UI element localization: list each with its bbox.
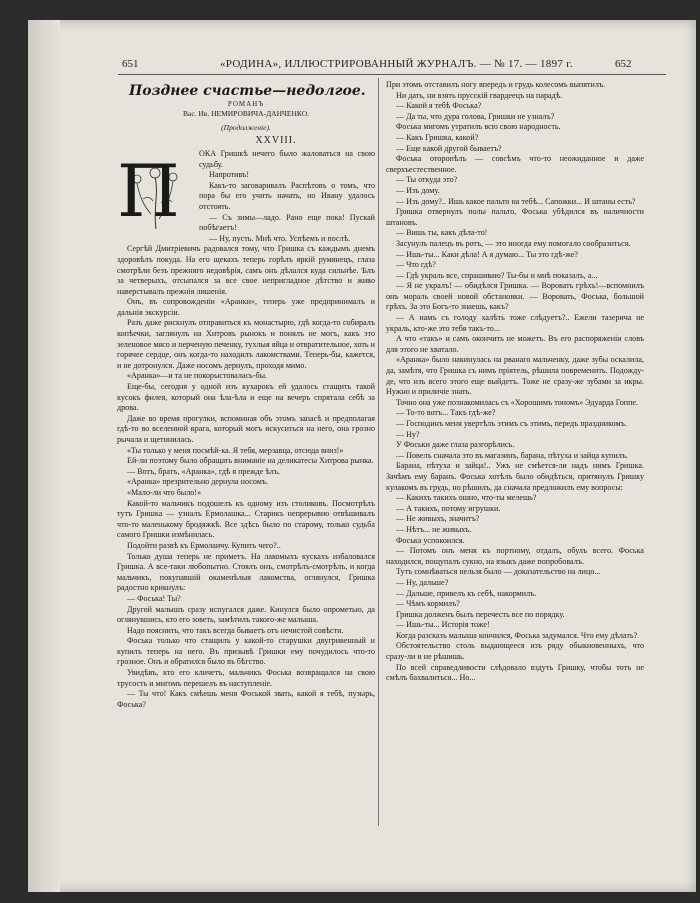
paragraph: — Какихъ такихъ ошно, что-ты мелешь?	[396, 493, 537, 503]
dropcap-letter: П	[117, 148, 180, 233]
paragraph: Фоська оторопѣлъ — совсѣмъ что-то неожиданное и даже сверхъестественное.	[386, 154, 644, 174]
page-number-right: 652	[615, 58, 632, 70]
paragraph: Какой-то мальчикъ подошелъ къ одному изъ столиковъ. Посмотрѣлъ тутъ Гришка — узналъ Ермолашка... Старикъ непрерывно отвѣшивалъ что-то маленькому бродяжкѣ. Все здѣсь было по старому, только судьба самого Гришки измѣнилась.	[117, 498, 375, 540]
article-genre: РОМАНЪ	[227, 99, 265, 108]
header-rule	[118, 74, 666, 75]
column-divider	[378, 78, 379, 826]
paragraph: Надо пояснить, что такъ всегда бываетъ отъ нечистой совѣсти.	[127, 625, 344, 635]
paragraph: — Еще какой другой бываетъ?	[396, 143, 502, 153]
paragraph: — Чѣмъ кормилъ?	[396, 599, 460, 609]
paragraph: Ей-ли поэтому было обращать вниманіе на деликатесы Хитрова рынка.	[127, 456, 374, 466]
paragraph: У Фоськи даже глаза разгорѣлись.	[396, 440, 515, 450]
paragraph: «Аранка» было накинулась на рванаго мальченку, даже зубы оскалила, да, замѣтя, что Гришка съ нимъ пріятель, рѣшила повременить. Подожду-де, что изъ всего этого еще выйдетъ. Тоже не сразу-же зубами за икры. Нужно и приличіе знать.	[386, 355, 644, 397]
paragraph: Фоська успокоился.	[396, 535, 465, 545]
paragraph: — Изъ дому.	[396, 185, 440, 195]
paragraph: — Съ зимы—ладо. Рано еще пока! Пускай побѣгаетъ!	[199, 212, 375, 233]
paragraph: — Изъ дому?.. Ишь какое пальто на тебѣ... Сапожки... И штаны есть?	[396, 196, 636, 206]
paragraph: Сергѣй Дмитріевичъ радовался тому, что Гришка съ каждымъ днемъ здоровѣлъ покуда. На его щекахъ теперь горѣлъ яркій румянецъ, глаза смотрѣли безъ прежняго недовѣрія, самъ онъ дѣлался куда сильнѣе. Ѣлъ за четверыхъ, отсыпался за все свое непригладное дѣтство и живо наверстывалъ прежнія лишенія.	[117, 244, 375, 296]
paragraph: — Ишь-ты... Каки дѣла! А я думаю... Ты это гдѣ-же?	[396, 249, 578, 259]
paragraph: Фоська только что стащилъ у какой-то старушки двугривенный и купилъ теперь на него. Въ призывѣ Гришки ему почудилось что-то грозное. Онъ и обратился было въ бѣгство.	[117, 636, 375, 667]
chapter-number: XXVIII.	[255, 135, 297, 147]
paragraph: — Нѣтъ... не живыхъ.	[396, 524, 472, 534]
paragraph: — Ну?	[396, 429, 420, 439]
paragraph: — Какъ Гришка, какой?	[396, 132, 479, 142]
journal-title: «РОДИНА», ИЛЛЮСТРИРОВАННЫЙ ЖУРНАЛЪ. — № 17. — 1897 г.	[220, 58, 573, 70]
paragraph: Обстоятельство столь выдающееся изъ ряду обыкновенныхъ, что сразу-ли и не рѣшишь.	[386, 641, 644, 662]
paragraph: Еще-бы, сегодня у одной изъ кухарокъ ей удалось стащить такой кусокъ филея, который она ѣла-ѣла и еще на вечеръ спрятала себѣ за дрова.	[117, 382, 375, 413]
paragraph: Тутъ сомнѣваться нельзя было — доказательство на лицо...	[396, 567, 601, 577]
continuation-note: (Продолженіе).	[221, 122, 271, 132]
paragraph: По всей справедливости слѣдовало вздуть Гришку, чтобы тотъ не смѣлъ бахвалиться... Но...	[386, 662, 644, 683]
left-column	[117, 80, 375, 710]
page-binding-shadow	[28, 20, 60, 892]
paragraph: — Ну, дальше?	[396, 577, 449, 587]
paragraph: «Аранка»—и та не покорыстовалась-бы.	[127, 371, 268, 381]
paragraph: Подойти развѣ къ Ермолаичу. Купить чего?..	[127, 540, 281, 550]
paragraph: — А такихъ, потому игрушки.	[396, 503, 501, 513]
paragraph: — Гдѣ украль все, спрашиваю? Ты-бы и мнѣ показалъ, а...	[396, 270, 598, 280]
paragraph: — Да ты, что дура голова, Гришки не узналъ?	[396, 111, 555, 121]
paragraph: — Ишь-ты... Исторія тоже!	[396, 620, 490, 630]
article-title: Позднее счастье—недолгое.	[129, 83, 366, 99]
paragraph: Напротивъ!	[209, 170, 250, 180]
paragraph: Только душа теперь не приметъ. На лакомыхъ кускахъ избаловался Гришка. А все-таки любопытно. Стоялъ онъ, смотрѣлъ-смотрѣлъ, и когда мальчикъ, покупавшій окаменѣлыя лакомства, оглянулся, Гришка радостно крикнулъ:	[117, 551, 375, 593]
decorative-initial	[117, 148, 193, 235]
paragraph: Увидѣвъ, кто его кличетъ, мальчикъ Фоська возвращался на свою трусость и мигомъ перешелъ въ наступленіе.	[117, 668, 375, 688]
page-number-left: 651	[122, 58, 139, 70]
paragraph: Ни дать, ни взять прусскій гвардеецъ на парадѣ.	[396, 90, 563, 100]
paragraph: Фоська мигомъ утратилъ всю свою народность.	[396, 122, 561, 132]
paragraph: Барана, пѣтуха и зайца!.. Ужъ не смѣется-ли надъ нимъ Гришка. Зачѣмъ ему баранъ. Фоська хотѣлъ было обидѣться, притянулъ Гришку кулакомъ въ грудь, но рѣшилъ, да сначала предложилъ ему вопросы:	[386, 461, 644, 492]
right-column-text	[386, 80, 644, 684]
paragraph: — Ты откуда это?	[396, 175, 458, 185]
paragraph: — А намъ съ голоду халѣть тоже слѣдуетъ?.. Ежели тазерича не украль, кто-же это тебя такъ-то...	[386, 313, 644, 333]
right-column	[386, 80, 644, 684]
paragraph: «Мало-ли что было!»	[127, 487, 202, 497]
paragraph: — Ну, пусть. Мнѣ что. Успѣемъ и послѣ.	[209, 233, 351, 243]
paragraph: Гришка долженъ былъ перечесть все по порядку.	[396, 609, 565, 619]
paragraph: — Господинъ меня увертѣлъ этимъ съ этимъ, передъ праздникомъ.	[396, 419, 627, 428]
paragraph: ОКА Гришкѣ нечего было жаловаться на свою судьбу.	[199, 148, 375, 169]
paragraph: — Я не укралъ! — обидѣлся Гришка. — Воровать грѣхъ!—вспомнилъ онъ мораль своей новой обстановки. — Воровать, Фоська, большой грѣхъ. За это Богъ-то знаешь, какъ?	[386, 281, 644, 312]
paragraph: А что «такъ» и самъ окончить не можетъ. Въ его распоряженіи словъ для этого не хватало.	[386, 334, 644, 354]
paragraph: — Не живыхъ, значитъ?	[396, 514, 480, 524]
paragraph: — Повелъ сначала это въ магазинъ, барана, пѣтуха и зайца купилъ.	[396, 450, 628, 460]
paragraph: — Потомъ онъ меня къ портному, отдалъ, обулъ всего. Фоська находился, пощупалъ сукно, на языкъ даже попробовалъ.	[386, 546, 644, 566]
paragraph: — Какой я тебѣ Фоська?	[396, 101, 482, 111]
running-header	[60, 58, 690, 74]
paragraph: «Аранка» презрительно дернула носомъ.	[127, 477, 269, 487]
paragraph: — Вишь ты, какъ дѣла-то!	[396, 228, 488, 238]
paragraph: Гришка отвернулъ полы пальто, Фоська убѣдился въ наличности штановъ.	[386, 207, 644, 227]
paragraph: — Ты что! Какъ смѣешь меня Фоськой звать, какой я тебѣ, пузырь, Фоська?	[117, 689, 375, 709]
paragraph: — Дальше, привелъ къ себѣ, накормилъ.	[396, 588, 537, 598]
paragraph: — То-то вотъ... Такъ гдѣ-же?	[396, 408, 496, 418]
paragraph: При этомъ отставилъ ногу впередъ и грудь колесомъ выпятилъ.	[386, 80, 606, 89]
paragraph: «Ты только у меня посмѣй-ка. Я тебя, мерзавца, отсюда вниз!»	[127, 445, 344, 455]
paragraph: Какъ-то заговаривалъ Распѣтовъ о томъ, что пора бы его учить начать, но Ивану удалось отстоять.	[199, 180, 375, 211]
paragraph: — Вотъ, братъ, «Аранка», гдѣ я прежде ѣлъ.	[127, 466, 281, 476]
paragraph: Когда разсказъ малыша кончился, Фоська задумался. Что ему дѣлать?	[396, 630, 638, 640]
article-author: Вас. Ив. НЕМИРОВИЧА-ДАНЧЕНКО.	[182, 109, 309, 119]
paragraph: Даже во время прогулки, вспоминая объ этомъ запасѣ и предполагая гдѣ-то во вселенной врага, который могъ искуситься на него, она грозно рычала и щетинилась.	[117, 413, 375, 444]
paragraph: — Фоська! Ты?	[127, 593, 181, 603]
paragraph: — Что гдѣ?	[396, 260, 436, 270]
paragraph: Засунулъ палецъ въ ротъ, — это иногда ему помогало сообразиться.	[396, 238, 631, 248]
paragraph: Разъ даже рискнулъ отправиться къ монастырю, гдѣ когда-то собиралъ копѣечки, заглянулъ на Хитровъ рынокъ и понялъ не могъ, какъ это зеленовое мясо и перченую печенку, тухлыя яйца и отвратительное, хоть и горячее сердце, онъ когда-то находилъ лакомствами. Теперь-бы, кажется, и не дотронулся. Даже носомъ дернулъ, проходя мимо.	[117, 318, 375, 370]
paragraph: Другой малышъ сразу испугался даже. Кинулся было опрометью, да оглянувшись, кто его зоветь, замѣтилъ такого-же малыша.	[117, 604, 375, 625]
paragraph: Онъ, въ сопровожденіи «Аранки», теперь уже предпринималъ и дальнія экскурсіи.	[117, 297, 375, 317]
paragraph: Точно она уже познакомилась съ «Хорошимъ тономъ» Эдуарда Гоппе.	[396, 397, 639, 407]
